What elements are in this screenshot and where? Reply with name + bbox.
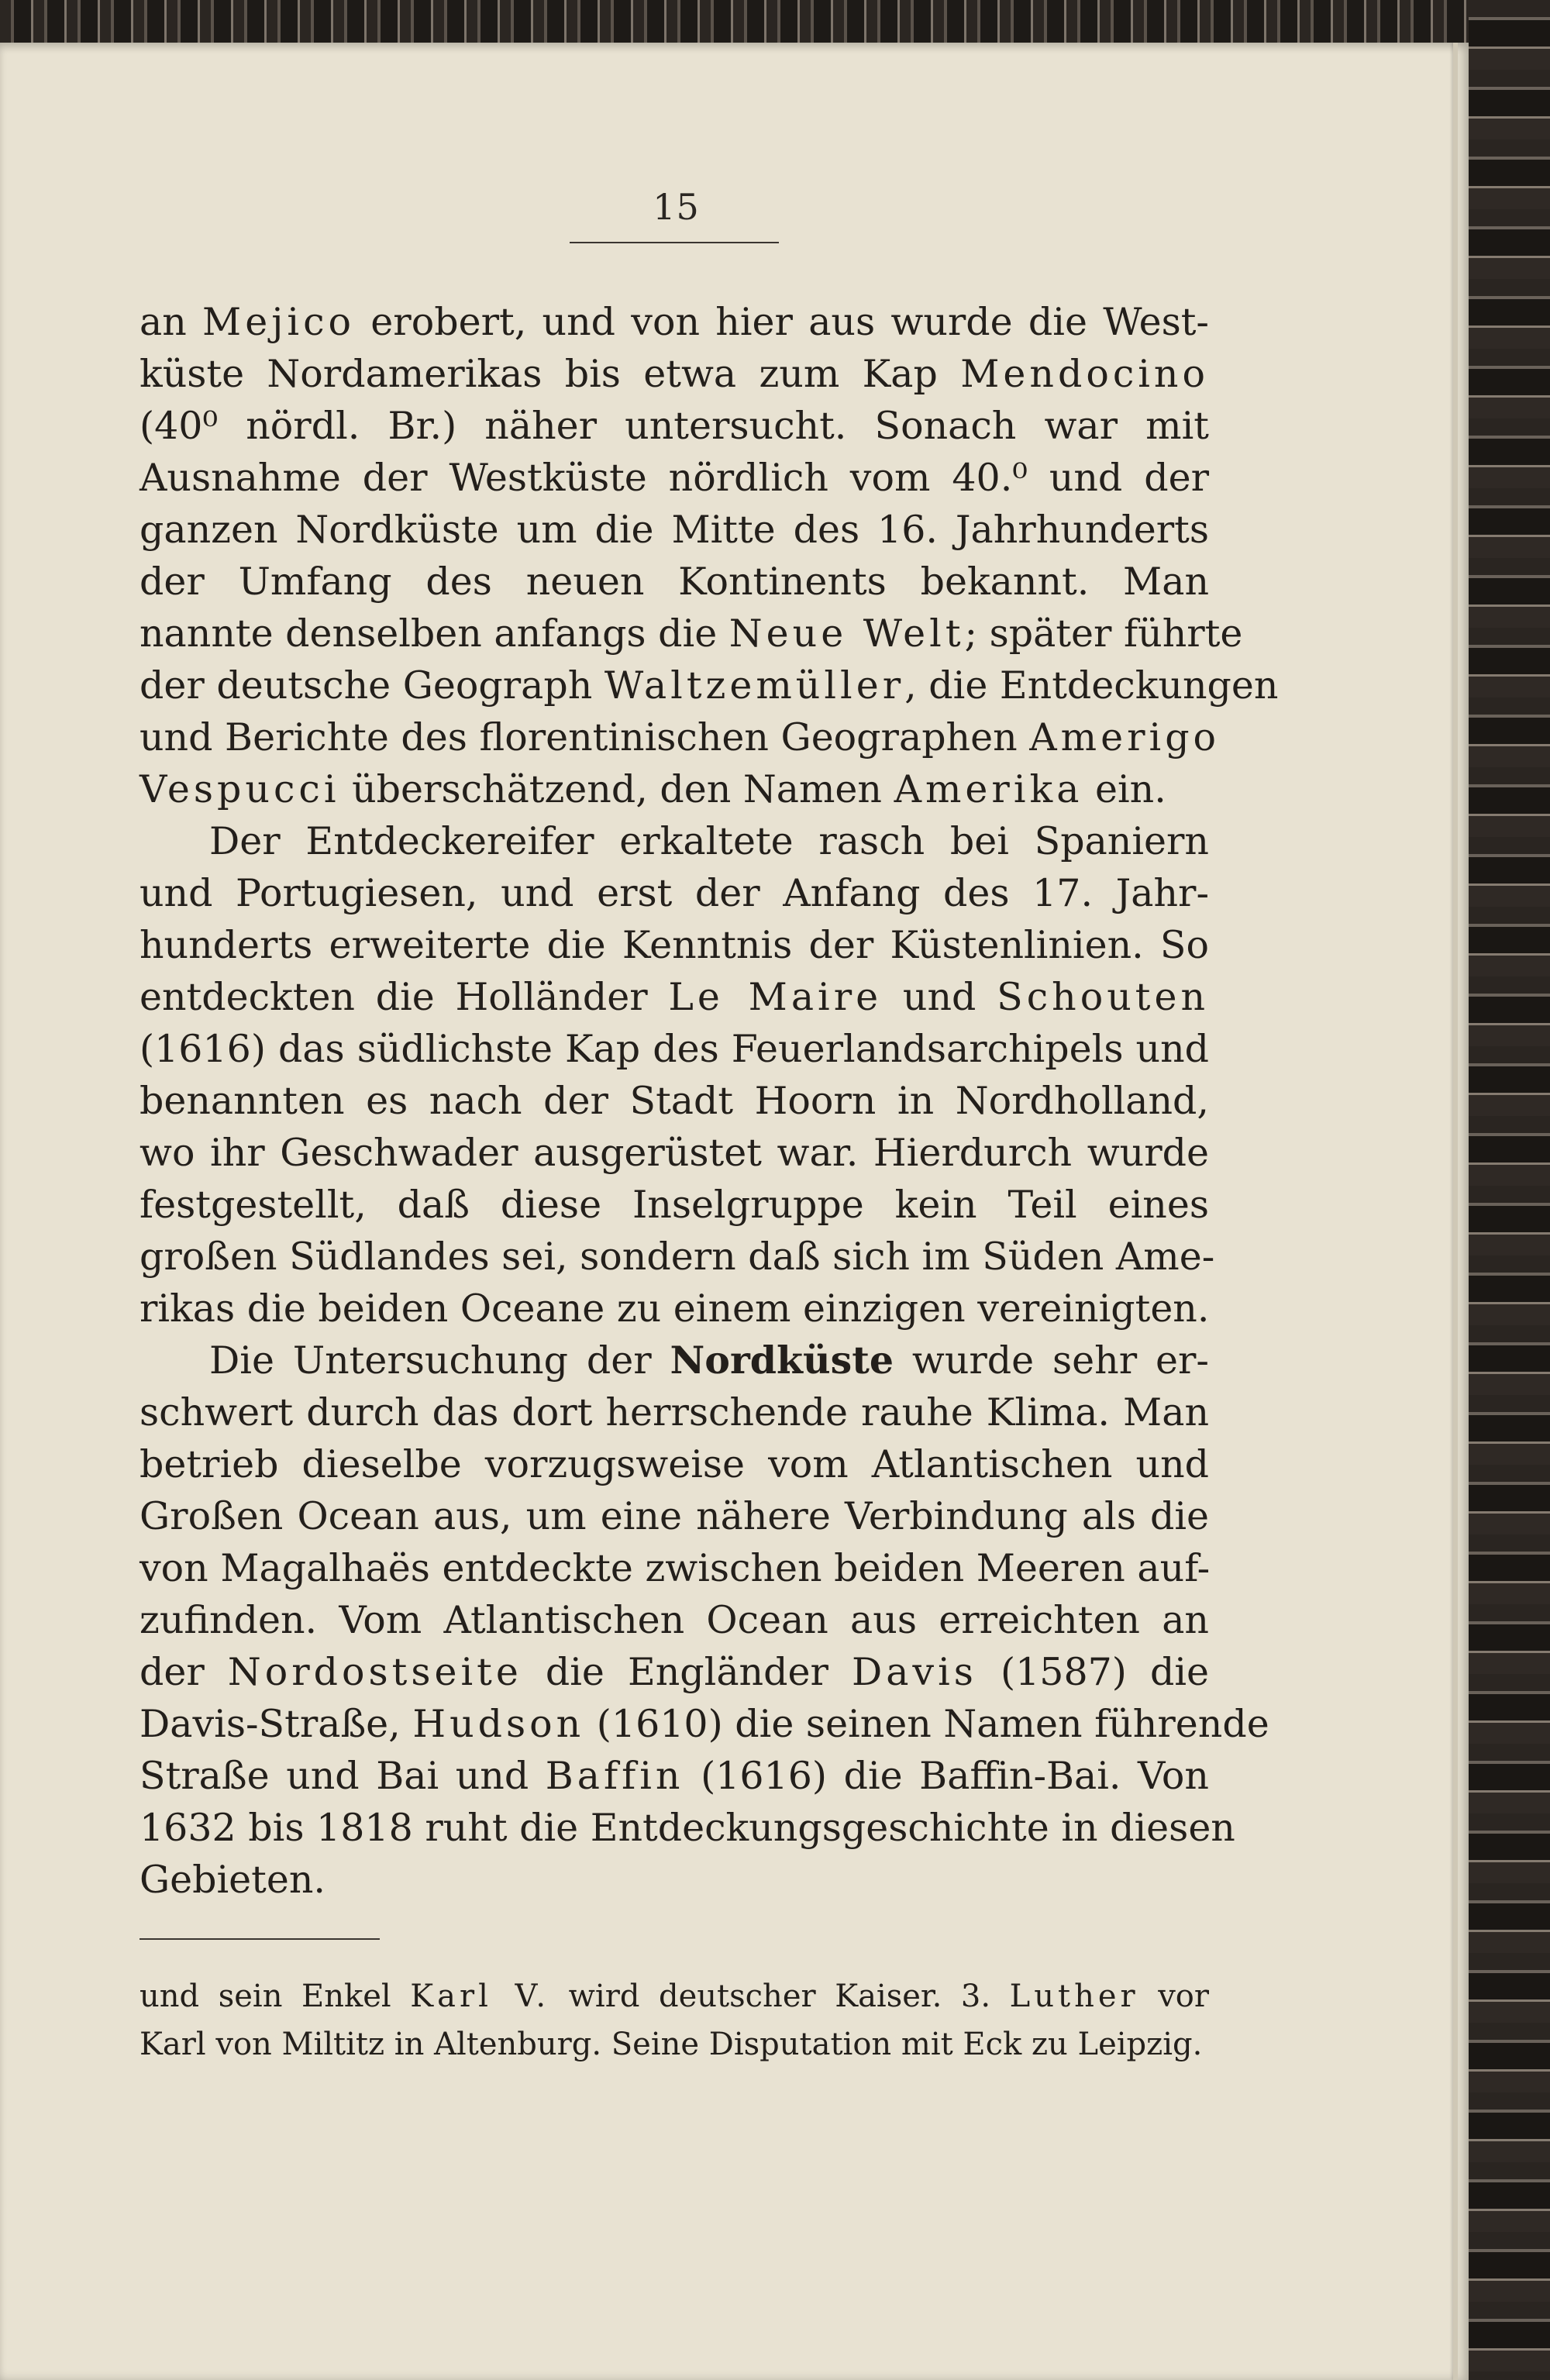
text-line (140, 1023, 1209, 1075)
text-line (140, 1231, 1215, 1283)
text-run: benannten es nach der Stadt Hoorn in Nordholland, (140, 1079, 1209, 1123)
text-run: Straße und Bai und (140, 1754, 546, 1798)
text-line (140, 711, 1221, 763)
text-run: festgestellt, daß diese Inselgruppe kein Teil eines (140, 1183, 1209, 1227)
text-line (140, 1127, 1209, 1179)
text-line (140, 1854, 1209, 1906)
text-run: Gebieten. (140, 1858, 326, 1902)
text-line (140, 296, 1209, 348)
spaced-name: Waltzemüller (604, 663, 905, 708)
text-run: und Portugiesen, und erst der Anfang des 17. Jahr- (140, 871, 1209, 915)
text-run: wird deutscher Kaiser. 3. (549, 1979, 1010, 2014)
text-line (140, 1438, 1209, 1490)
text-run: (1616) das südlichste Kap des Feuerlandsarchipels und (140, 1027, 1209, 1071)
text-run: (1616) die Baffin-Bai. Von (684, 1754, 1209, 1798)
spaced-name: Amerika (894, 767, 1083, 811)
text-line (140, 1594, 1209, 1646)
header-rule (570, 242, 779, 243)
text-run: die Engländer (522, 1650, 852, 1694)
text-run: Großen Ocean aus, um eine nähere Verbindung als die (140, 1494, 1209, 1538)
text-line (140, 400, 1209, 452)
text-run: schwert durch das dort herrschende rauhe Klima. Man (140, 1390, 1209, 1435)
text-run: ganzen Nordküste um die Mitte des 16. Jahrhunderts (140, 508, 1209, 552)
bold-term: Nordküste (670, 1338, 894, 1383)
text-line (140, 348, 1209, 400)
page-edge (1453, 43, 1458, 2380)
footnote-rule (140, 1938, 380, 1940)
text-line (140, 1698, 1269, 1750)
text-run: (40⁰ nördl. Br.) näher untersucht. Sonach war mit (140, 404, 1209, 448)
spaced-name: Luther (1009, 1979, 1139, 2014)
text-run: ein. (1083, 767, 1166, 811)
text-run: Die Untersuchung der (209, 1338, 670, 1383)
text-run: von Magalhaës entdeckte zwischen beiden Meeren auf- (140, 1546, 1211, 1590)
text-run: nannte denselben anfangs die (140, 611, 729, 656)
spaced-name: Amerigo (1029, 715, 1221, 759)
text-line (140, 1075, 1209, 1127)
text-run: der Umfang des neuen Kontinents bekannt. Man (140, 560, 1209, 604)
text-run: , die Entdeckungen (904, 663, 1279, 708)
text-run: und Berichte des florentinischen Geographen (140, 715, 1030, 759)
text-line (140, 608, 1243, 660)
text-line (140, 1750, 1209, 1802)
text-run: wurde sehr er- (894, 1338, 1209, 1383)
spaced-name: Le Maire (668, 975, 883, 1019)
text-line (140, 1283, 1209, 1335)
text-run: der deutsche Geograph (140, 663, 604, 708)
spaced-name: Hudson (412, 1702, 585, 1746)
text-run: 1632 bis 1818 ruht die Entdeckungsgeschichte in diesen (140, 1806, 1235, 1850)
text-line (140, 1335, 1209, 1386)
footnotes (140, 1972, 1209, 2068)
text-run: küste Nordamerikas bis etwa zum Kap (140, 352, 961, 396)
text-run: Ausnahme der Westküste nördlich vom 40.⁰ und der (140, 456, 1209, 500)
body-text (140, 296, 1279, 1906)
text-line (140, 919, 1209, 971)
book-cover-right-edge (1469, 0, 1550, 2380)
text-line (140, 1802, 1235, 1854)
spaced-name: Vespucci (140, 767, 340, 811)
text-line (140, 763, 1209, 815)
text-run: (1610) die seinen Namen führende (584, 1702, 1269, 1746)
text-run: Karl von Miltitz in Altenburg. Seine Disputation mit Eck zu Leipzig. (140, 2027, 1203, 2062)
spaced-name: Mejico (202, 300, 356, 344)
footnote-line (140, 2020, 1209, 2068)
text-run: wo ihr Geschwader ausgerüstet war. Hierdurch wurde (140, 1131, 1209, 1175)
text-run: erobert, und von hier aus wurde die West- (355, 300, 1209, 344)
spaced-name: Schouten (997, 975, 1209, 1019)
page-number: 15 (653, 186, 700, 228)
book-cover-top-edge (0, 0, 1550, 46)
text-run: Davis-Straße, (140, 1702, 413, 1746)
text-line (140, 504, 1209, 556)
text-run: und (882, 975, 997, 1019)
text-line (140, 452, 1209, 504)
text-run: der (140, 1650, 228, 1694)
footnote-line (140, 1972, 1209, 2020)
text-line (140, 1179, 1209, 1231)
text-run: vor (1138, 1979, 1209, 2014)
text-run: rikas die beiden Oceane zu einem einzigen vereinigten. (140, 1286, 1210, 1331)
text-line (140, 660, 1279, 711)
text-line (140, 867, 1209, 919)
text-run: überschätzend, den Namen (339, 767, 894, 811)
text-run: entdeckten die Holländer (140, 975, 669, 1019)
spaced-name: Mendocino (960, 352, 1209, 396)
spaced-name: Neue Welt (728, 611, 965, 656)
text-line (140, 815, 1209, 867)
text-run: betrieb dieselbe vorzugsweise vom Atlantischen und (140, 1442, 1209, 1486)
text-run: hunderts erweiterte die Kenntnis der Küstenlinien. So (140, 923, 1209, 967)
spaced-name: Davis (851, 1650, 977, 1694)
text-run: zufinden. Vom Atlantischen Ocean aus erreichten an (140, 1598, 1209, 1642)
text-run: Der Entdeckereifer erkaltete rasch bei Spaniern (209, 819, 1209, 863)
spaced-name: Nordostseite (227, 1650, 522, 1694)
text-line (140, 556, 1209, 608)
text-line (140, 1646, 1209, 1698)
spaced-name: Karl V. (410, 1979, 550, 2014)
text-line (140, 1490, 1209, 1542)
text-line (140, 971, 1209, 1023)
text-run: und sein Enkel (140, 1979, 411, 2014)
text-run: ; später führte (964, 611, 1243, 656)
text-line (140, 1386, 1209, 1438)
spaced-name: Baffin (545, 1754, 684, 1798)
text-run: an (140, 300, 203, 344)
text-line (140, 1542, 1209, 1594)
text-run: großen Südlandes sei, sondern daß sich im Süden Ame- (140, 1235, 1215, 1279)
text-run: (1587) die (976, 1650, 1209, 1694)
